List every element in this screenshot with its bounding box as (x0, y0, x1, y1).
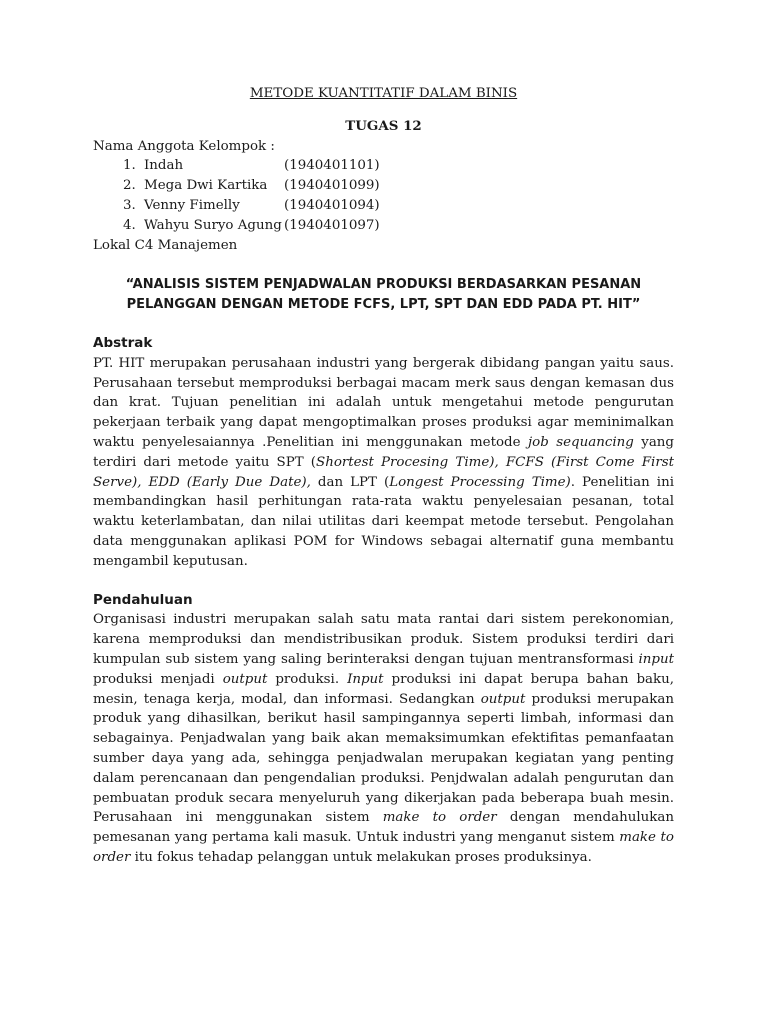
introduction-italic-term: make to order (382, 810, 497, 826)
introduction-text: produksi ini dapat berupa bahan baku, mesin, tenaga kerja, modal, dan informasi. Sedangkan (93, 671, 674, 707)
document-page (93, 84, 674, 868)
abstract-paragraph (93, 354, 674, 572)
member-nim: (1940401097) (284, 217, 380, 233)
class-line: Lokal C4 Manajemen (93, 237, 238, 253)
member-item (140, 176, 674, 196)
abstract-italic-term: Shortest Procesing Time), FCFS (First Come First Serve), EDD (Early Due Date), (93, 454, 674, 490)
introduction-text: produksi merupakan produk yang dihasilkan, berikut hasil sampingannya seperti limbah, informasi dan sebagainya. Penjadwalan yang baik akan memaksimumkan efektifitas pemanfaatan sumber daya yang ada, sehingga penjadwalan merupakan kegiatan yang penting dalam perencanaan dan pengendalian produksi. Penjdwalan adalah pengurutan dan pembuatan produk secara menyeluruh yang dikerjakan pada beberapa buah mesin. Perusahaan ini menggunakan sistem (93, 691, 675, 826)
introduction-paragraph (93, 610, 674, 867)
abstract-text: dan LPT ( (310, 474, 390, 490)
paper-title: “ANALISIS SISTEM PENJADWALAN PRODUKSI BERDASARKAN PESANAN PELANGGAN DENGAN METODE FCFS, LPT, SPT DAN EDD PADA PT. HIT” (125, 277, 642, 313)
introduction-text: Organisasi industri merupakan salah satu mata rantai dari sistem perekonomian, karena memproduksi dan mendistribusikan produk. Sistem produksi terdiri dari kumpulan sub sistem yang saling berinteraksi dengan tujuan mentransformasi (93, 612, 674, 667)
introduction-text: dengan mendahulukan pemesanan yang pertama kali masuk. Untuk industri yang menganut sistem (93, 810, 674, 846)
member-item (140, 156, 674, 176)
member-name: Indah (144, 158, 184, 174)
abstract-text: . Penelitian ini membandingkan hasil perhitungan rata-rata waktu penyelesaian pesanan, total waktu keterlambatan, dan nilai utilitas dari keempat metode tersebut. Pengolahan data menggunakan aplikasi POM for Windows sebagai alternatif guna membantu mengambil keputusan. (93, 474, 674, 569)
member-nim: (1940401101) (284, 158, 380, 174)
abstract-italic-term: job sequancing (528, 434, 634, 450)
introduction-italic-term: input (638, 651, 674, 667)
task-title: TUGAS 12 (345, 117, 422, 134)
introduction-text: itu fokus tehadap pelanggan untuk melakukan proses produksinya. (130, 849, 592, 865)
abstract-text: yang terdiri dari metode yaitu SPT ( (93, 434, 674, 470)
introduction-text: produksi menjadi (93, 671, 223, 687)
member-item (140, 216, 674, 236)
abstract-italic-term: Longest Processing Time) (389, 474, 571, 490)
member-name: Mega Dwi Kartika (144, 178, 268, 194)
member-nim: (1940401099) (284, 178, 380, 194)
abstract-text: PT. HIT merupakan perusahaan industri yang bergerak dibidang pangan yaitu saus. Perusahaan tersebut memproduksi berbagai macam merk saus dengan kemasan dus dan krat. Tujuan penelitian ini adalah untuk mengetahui metode pengurutan pekerjaan terbaik yang dapat mengoptimalkan proses produksi agar meminimalkan waktu penyelesaiannya .Penelitian ini menggunakan metode (93, 355, 674, 450)
members-label: Nama Anggota Kelompok : (93, 138, 275, 154)
member-name: Wahyu Suryo Agung (144, 217, 282, 233)
member-nim: (1940401094) (284, 197, 380, 213)
members-list (93, 156, 674, 235)
abstract-heading: Abstrak (93, 334, 153, 351)
introduction-text: produksi. (267, 671, 348, 687)
introduction-italic-term: output (222, 671, 268, 687)
introduction-italic-term: output (480, 691, 526, 707)
introduction-heading: Pendahuluan (93, 591, 193, 608)
member-name: Venny Fimelly (144, 197, 240, 213)
member-item (140, 196, 674, 216)
course-title: METODE KUANTITATIF DALAM BINIS (249, 86, 518, 101)
introduction-italic-term: make to order (93, 830, 674, 865)
introduction-italic-term: Input (347, 671, 384, 687)
